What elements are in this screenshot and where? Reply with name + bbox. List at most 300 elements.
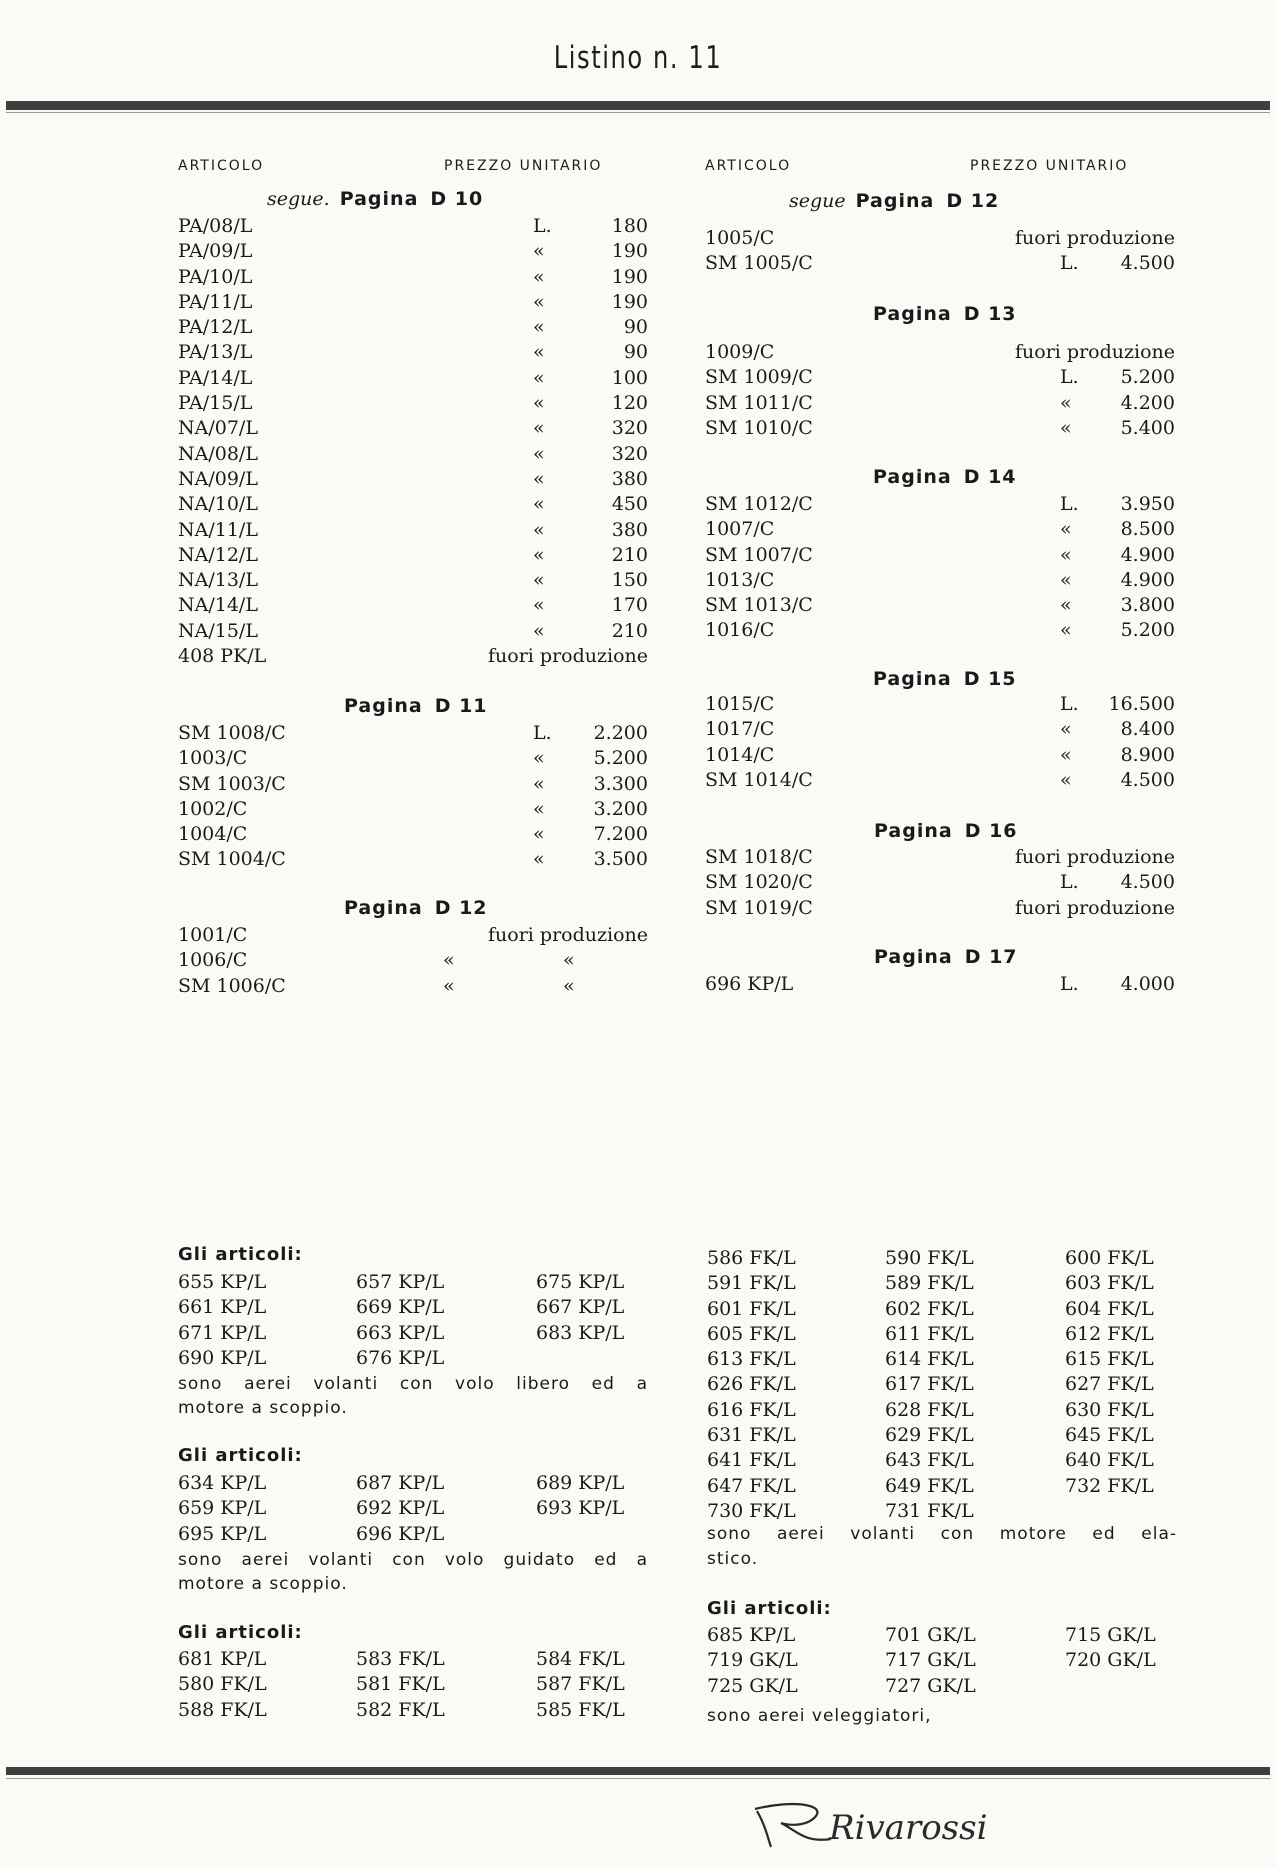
group1-heading: Gli articoli: xyxy=(178,1244,303,1265)
article-cell: 587 FK/L xyxy=(536,1673,625,1696)
currency-mark: « xyxy=(533,797,545,820)
article-code: SM 1004/C xyxy=(178,848,286,871)
group2-desc-1: sono aerei volanti con volo guidato ed a xyxy=(178,1550,648,1570)
article-cell: 720 GK/L xyxy=(1065,1649,1156,1672)
unit-price: 16.500 xyxy=(1108,693,1175,715)
article-code: 1016/C xyxy=(705,619,775,642)
section-label: Pagina xyxy=(873,668,952,690)
right-section-d15 xyxy=(873,668,1017,690)
page-title: Listino n. 11 xyxy=(553,40,723,76)
unit-price: 320 xyxy=(611,417,648,440)
unit-price: 4.000 xyxy=(1120,973,1175,995)
group4-desc-1: sono aerei volanti con motore ed ela- xyxy=(707,1524,1177,1544)
left-header-prezzo: PREZZO UNITARIO xyxy=(444,158,603,174)
right-d15-list xyxy=(705,692,1175,793)
unit-price: 90 xyxy=(623,316,648,339)
article-cell: 730 FK/L xyxy=(707,1499,796,1522)
currency-mark: L. xyxy=(1060,871,1079,894)
price-row xyxy=(178,315,648,340)
price-row xyxy=(705,391,1175,416)
article-code: SM 1018/C xyxy=(705,846,813,868)
unit-price: 210 xyxy=(611,543,648,566)
article-cell: 693 KP/L xyxy=(536,1497,625,1520)
price-row xyxy=(705,251,1175,276)
article-cell: 582 FK/L xyxy=(356,1698,445,1721)
article-code: SM 1009/C xyxy=(705,366,813,389)
group3-heading: Gli articoli: xyxy=(178,1622,303,1643)
right-d14-list xyxy=(705,492,1175,644)
currency-mark: « xyxy=(533,594,545,617)
article-cell: 659 KP/L xyxy=(178,1497,267,1520)
article-cell: 613 FK/L xyxy=(707,1348,796,1371)
currency-mark: « xyxy=(533,747,545,770)
section-label: Pagina xyxy=(339,188,419,210)
right-section-d16 xyxy=(874,820,1018,842)
ditto-mark: « xyxy=(443,949,455,972)
price-row xyxy=(178,214,648,239)
price-row xyxy=(178,721,648,746)
unit-price: 5.200 xyxy=(593,747,648,770)
left-section-d11 xyxy=(344,695,488,717)
article-cell: 685 KP/L xyxy=(707,1624,796,1646)
price-row xyxy=(705,972,1175,997)
section-label: Pagina xyxy=(344,897,423,919)
top-rule xyxy=(6,101,1270,110)
article-code: SM 1010/C xyxy=(705,416,813,439)
bottom-rule-thin xyxy=(6,1778,1270,1779)
article-cell: 655 KP/L xyxy=(178,1271,267,1293)
article-cell: 604 FK/L xyxy=(1065,1297,1154,1320)
price-row xyxy=(178,593,648,618)
currency-mark: « xyxy=(1060,543,1072,566)
article-cell: 696 KP/L xyxy=(356,1522,445,1545)
price-row xyxy=(705,340,1175,365)
unit-price: 4.500 xyxy=(1120,768,1175,791)
article-cell: 603 FK/L xyxy=(1065,1272,1154,1295)
article-code: SM 1012/C xyxy=(705,493,813,515)
right-section-d12 xyxy=(789,190,999,212)
unit-price: 380 xyxy=(611,518,648,541)
article-cell: 612 FK/L xyxy=(1065,1322,1154,1345)
article-cell: 589 FK/L xyxy=(885,1272,974,1295)
article-cell: 631 FK/L xyxy=(707,1424,796,1447)
price-row xyxy=(705,692,1175,717)
article-code: 696 KP/L xyxy=(705,973,794,995)
unit-price: 190 xyxy=(611,265,648,288)
unit-price: 90 xyxy=(623,341,648,364)
article-code: NA/13/L xyxy=(178,569,258,592)
currency-mark: « xyxy=(1060,518,1072,541)
article-code: 1006/C xyxy=(178,949,248,972)
currency-mark: « xyxy=(1060,391,1072,414)
currency-mark: « xyxy=(533,619,545,642)
currency-mark: « xyxy=(1060,718,1072,741)
article-cell: 669 KP/L xyxy=(356,1296,445,1319)
article-code: 1015/C xyxy=(705,693,775,715)
price-row xyxy=(705,896,1175,921)
unit-price: 3.500 xyxy=(593,848,648,871)
unit-price: 5.200 xyxy=(1120,366,1175,389)
section-code: D 14 xyxy=(963,466,1017,488)
article-code: SM 1013/C xyxy=(705,594,813,617)
currency-mark: « xyxy=(533,823,545,846)
price-row xyxy=(178,974,648,999)
article-cell: 629 FK/L xyxy=(885,1424,974,1447)
group2-heading: Gli articoli: xyxy=(178,1445,303,1466)
price-row xyxy=(705,743,1175,768)
article-code: PA/08/L xyxy=(178,215,253,237)
article-cell: 715 GK/L xyxy=(1065,1624,1156,1646)
article-cell: 663 KP/L xyxy=(356,1321,445,1344)
article-cell: 590 FK/L xyxy=(885,1247,974,1269)
article-cell: 645 FK/L xyxy=(1065,1424,1154,1447)
unit-price: 4.500 xyxy=(1120,871,1175,894)
currency-mark: « xyxy=(533,772,545,795)
unit-price: 3.300 xyxy=(593,772,648,795)
article-cell: 605 FK/L xyxy=(707,1322,796,1345)
section-label: Pagina xyxy=(874,946,953,968)
price-row xyxy=(178,772,648,797)
article-code: 1009/C xyxy=(705,341,775,363)
right-d16-list xyxy=(705,845,1175,921)
price-row xyxy=(705,768,1175,793)
article-cell: 616 FK/L xyxy=(707,1398,796,1421)
article-cell: 690 KP/L xyxy=(178,1346,267,1369)
unit-price: 5.400 xyxy=(1120,416,1175,439)
unit-price: 2.200 xyxy=(593,722,648,744)
section-code: D 13 xyxy=(963,303,1017,325)
price-row xyxy=(178,543,648,568)
article-code: PA/15/L xyxy=(178,392,253,415)
left-d10-list xyxy=(178,214,648,669)
price-row xyxy=(178,923,648,948)
segue-label: segue. xyxy=(267,188,330,210)
currency-mark: « xyxy=(533,442,545,465)
unit-price: 7.200 xyxy=(593,823,648,846)
group1-desc-1: sono aerei volanti con volo libero ed a xyxy=(178,1374,648,1394)
article-code: NA/09/L xyxy=(178,467,258,490)
currency-mark: L. xyxy=(533,215,552,237)
article-cell: 647 FK/L xyxy=(707,1474,796,1497)
currency-mark: « xyxy=(533,316,545,339)
unit-price: 170 xyxy=(611,594,648,617)
article-cell: 602 FK/L xyxy=(885,1297,974,1320)
left-d11-list xyxy=(178,721,648,873)
left-header-articolo: ARTICOLO xyxy=(178,158,265,174)
article-code: SM 1019/C xyxy=(705,896,813,919)
unit-price: 100 xyxy=(611,366,648,389)
article-code: 1002/C xyxy=(178,797,248,820)
unit-price: 4.200 xyxy=(1120,391,1175,414)
segue-label: segue xyxy=(789,190,846,212)
article-cell: 649 FK/L xyxy=(885,1474,974,1497)
article-cell: 683 KP/L xyxy=(536,1321,625,1344)
ditto-mark: « xyxy=(443,974,455,997)
article-cell: 717 GK/L xyxy=(885,1649,976,1672)
price-row xyxy=(178,366,648,391)
price-row xyxy=(705,226,1175,251)
article-cell: 583 FK/L xyxy=(356,1648,445,1670)
unit-price: 8.400 xyxy=(1120,718,1175,741)
price-row xyxy=(178,948,648,973)
article-code: PA/10/L xyxy=(178,265,253,288)
unit-price: 8.500 xyxy=(1120,518,1175,541)
unit-price: 8.900 xyxy=(1120,743,1175,766)
price-row xyxy=(178,568,648,593)
article-code: SM 1008/C xyxy=(178,722,286,744)
currency-mark: « xyxy=(533,417,545,440)
unit-price: 3.800 xyxy=(1120,594,1175,617)
price-row xyxy=(705,717,1175,742)
currency-mark: « xyxy=(1060,768,1072,791)
section-code: D 11 xyxy=(434,695,488,717)
article-cell: 676 KP/L xyxy=(356,1346,445,1369)
unit-price: 190 xyxy=(611,290,648,313)
currency-mark: « xyxy=(533,341,545,364)
unit-price: 4.900 xyxy=(1120,543,1175,566)
left-section-d10 xyxy=(267,188,483,210)
section-label: Pagina xyxy=(855,190,935,212)
price-row xyxy=(178,518,648,543)
article-cell: 725 GK/L xyxy=(707,1674,798,1697)
article-cell: 626 FK/L xyxy=(707,1373,796,1396)
right-header-articolo: ARTICOLO xyxy=(705,158,792,174)
price-row xyxy=(178,822,648,847)
section-code: D 12 xyxy=(434,897,488,919)
price-row xyxy=(178,467,648,492)
article-code: 1004/C xyxy=(178,823,248,846)
article-cell: 695 KP/L xyxy=(178,1522,267,1545)
article-code: SM 1003/C xyxy=(178,772,286,795)
article-cell: 630 FK/L xyxy=(1065,1398,1154,1421)
status-text: fuori produzione xyxy=(488,645,648,668)
currency-mark: « xyxy=(533,543,545,566)
price-row xyxy=(178,416,648,441)
article-code: PA/11/L xyxy=(178,290,253,313)
price-row xyxy=(178,619,648,644)
right-section-d14 xyxy=(873,466,1017,488)
currency-mark: « xyxy=(1060,619,1072,642)
article-cell: 584 FK/L xyxy=(536,1648,625,1670)
article-code: SM 1011/C xyxy=(705,391,813,414)
left-section-d12 xyxy=(344,897,488,919)
currency-mark: L. xyxy=(1060,493,1079,515)
article-cell: 580 FK/L xyxy=(178,1673,267,1696)
price-row xyxy=(178,492,648,517)
logo-text: Rivarossi xyxy=(829,1808,988,1848)
price-row xyxy=(705,365,1175,390)
article-code: PA/14/L xyxy=(178,366,253,389)
article-cell: 661 KP/L xyxy=(178,1296,267,1319)
article-code: 1013/C xyxy=(705,568,775,591)
section-label: Pagina xyxy=(873,466,952,488)
status-text: fuori produzione xyxy=(1015,227,1175,249)
status-text: fuori produzione xyxy=(1015,341,1175,363)
article-code: 1001/C xyxy=(178,924,248,946)
price-row xyxy=(178,644,648,669)
price-row xyxy=(705,416,1175,441)
article-cell: 585 FK/L xyxy=(536,1698,625,1721)
article-code: SM 1007/C xyxy=(705,543,813,566)
article-cell: 586 FK/L xyxy=(707,1247,796,1269)
article-cell: 615 FK/L xyxy=(1065,1348,1154,1371)
right-header-prezzo: PREZZO UNITARIO xyxy=(970,158,1129,174)
currency-mark: « xyxy=(1060,568,1072,591)
article-code: NA/07/L xyxy=(178,417,258,440)
group5-desc-1: sono aerei veleggiatori, xyxy=(707,1706,932,1726)
currency-mark: « xyxy=(533,569,545,592)
article-code: NA/15/L xyxy=(178,619,258,642)
price-row xyxy=(705,618,1175,643)
article-cell: 634 KP/L xyxy=(178,1472,267,1494)
article-cell: 681 KP/L xyxy=(178,1648,267,1670)
section-label: Pagina xyxy=(874,820,953,842)
article-cell: 640 FK/L xyxy=(1065,1449,1154,1472)
currency-mark: « xyxy=(1060,743,1072,766)
section-label: Pagina xyxy=(344,695,423,717)
article-code: SM 1014/C xyxy=(705,768,813,791)
section-code: D 15 xyxy=(963,668,1017,690)
unit-price: 4.500 xyxy=(1120,252,1175,275)
currency-mark: « xyxy=(533,265,545,288)
unit-price: 4.900 xyxy=(1120,568,1175,591)
unit-price: 320 xyxy=(611,442,648,465)
currency-mark: « xyxy=(533,240,545,263)
unit-price: 210 xyxy=(611,619,648,642)
article-code: 408 PK/L xyxy=(178,645,267,668)
price-row xyxy=(705,593,1175,618)
price-row xyxy=(178,442,648,467)
ditto-mark: « xyxy=(563,949,575,972)
currency-mark: L. xyxy=(1060,693,1079,715)
currency-mark: L. xyxy=(1060,366,1079,389)
article-code: 1017/C xyxy=(705,718,775,741)
article-cell: 591 FK/L xyxy=(707,1272,796,1295)
price-row xyxy=(178,391,648,416)
price-row xyxy=(178,265,648,290)
currency-mark: « xyxy=(533,290,545,313)
article-code: 1007/C xyxy=(705,518,775,541)
article-code: SM 1006/C xyxy=(178,974,286,997)
section-label: Pagina xyxy=(873,303,952,325)
price-row xyxy=(178,797,648,822)
article-cell: 701 GK/L xyxy=(885,1624,976,1646)
section-code: D 12 xyxy=(946,190,1000,212)
article-cell: 667 KP/L xyxy=(536,1296,625,1319)
unit-price: 450 xyxy=(611,493,648,516)
article-code: NA/12/L xyxy=(178,543,258,566)
article-cell: 675 KP/L xyxy=(536,1271,625,1293)
group5-heading: Gli articoli: xyxy=(707,1598,832,1619)
article-code: NA/08/L xyxy=(178,442,258,465)
article-cell: 600 FK/L xyxy=(1065,1247,1154,1269)
article-cell: 692 KP/L xyxy=(356,1497,445,1520)
article-code: NA/10/L xyxy=(178,493,258,516)
article-cell: 627 FK/L xyxy=(1065,1373,1154,1396)
unit-price: 120 xyxy=(611,392,648,415)
bottom-rule xyxy=(6,1767,1270,1775)
article-cell: 719 GK/L xyxy=(707,1649,798,1672)
price-row xyxy=(705,492,1175,517)
currency-mark: « xyxy=(1060,416,1072,439)
article-code: PA/12/L xyxy=(178,316,253,339)
currency-mark: « xyxy=(1060,594,1072,617)
rivarossi-logo xyxy=(735,1795,1035,1855)
price-row xyxy=(178,746,648,771)
article-code: NA/11/L xyxy=(178,518,258,541)
right-d17-list xyxy=(705,972,1175,997)
unit-price: 380 xyxy=(611,467,648,490)
price-row xyxy=(178,847,648,872)
article-cell: 614 FK/L xyxy=(885,1348,974,1371)
price-row xyxy=(178,340,648,365)
unit-price: 190 xyxy=(611,240,648,263)
group2-desc-2: motore a scoppio. xyxy=(178,1574,348,1594)
price-row xyxy=(705,543,1175,568)
currency-mark: « xyxy=(533,392,545,415)
article-code: SM 1005/C xyxy=(705,252,813,275)
article-cell: 628 FK/L xyxy=(885,1398,974,1421)
currency-mark: « xyxy=(533,366,545,389)
article-code: 1014/C xyxy=(705,743,775,766)
article-cell: 641 FK/L xyxy=(707,1449,796,1472)
section-code: D 17 xyxy=(964,946,1018,968)
article-code: 1003/C xyxy=(178,747,248,770)
currency-mark: L. xyxy=(1060,973,1079,995)
status-text: fuori produzione xyxy=(1015,846,1175,868)
currency-mark: « xyxy=(533,493,545,516)
unit-price: 3.200 xyxy=(593,797,648,820)
section-code: D 16 xyxy=(964,820,1018,842)
article-code: NA/14/L xyxy=(178,594,258,617)
price-row xyxy=(705,870,1175,895)
price-row xyxy=(705,517,1175,542)
price-row xyxy=(178,290,648,315)
article-cell: 588 FK/L xyxy=(178,1698,267,1721)
article-cell: 581 FK/L xyxy=(356,1673,445,1696)
currency-mark: « xyxy=(533,467,545,490)
article-cell: 687 KP/L xyxy=(356,1472,445,1494)
article-cell: 657 KP/L xyxy=(356,1271,445,1293)
article-cell: 732 FK/L xyxy=(1065,1474,1154,1497)
article-code: SM 1020/C xyxy=(705,871,813,894)
unit-price: 5.200 xyxy=(1120,619,1175,642)
article-cell: 601 FK/L xyxy=(707,1297,796,1320)
article-cell: 689 KP/L xyxy=(536,1472,625,1494)
top-rule-thin xyxy=(6,112,1270,113)
price-row xyxy=(178,239,648,264)
article-code: PA/13/L xyxy=(178,341,253,364)
group1-desc-2: motore a scoppio. xyxy=(178,1398,348,1418)
ditto-mark: « xyxy=(563,974,575,997)
article-cell: 617 FK/L xyxy=(885,1373,974,1396)
article-cell: 731 FK/L xyxy=(885,1499,974,1522)
article-code: PA/09/L xyxy=(178,240,253,263)
article-code: 1005/C xyxy=(705,227,775,249)
right-d13-list xyxy=(705,340,1175,441)
article-cell: 611 FK/L xyxy=(885,1322,974,1345)
unit-price: 150 xyxy=(611,569,648,592)
unit-price: 3.950 xyxy=(1120,493,1175,515)
right-section-d17 xyxy=(874,946,1018,968)
unit-price: 180 xyxy=(611,215,648,237)
currency-mark: L. xyxy=(1060,252,1079,275)
price-row xyxy=(705,845,1175,870)
group4-desc-2: stico. xyxy=(707,1549,759,1569)
right-section-d13 xyxy=(873,303,1017,325)
article-cell: 643 FK/L xyxy=(885,1449,974,1472)
article-cell: 727 GK/L xyxy=(885,1674,976,1697)
